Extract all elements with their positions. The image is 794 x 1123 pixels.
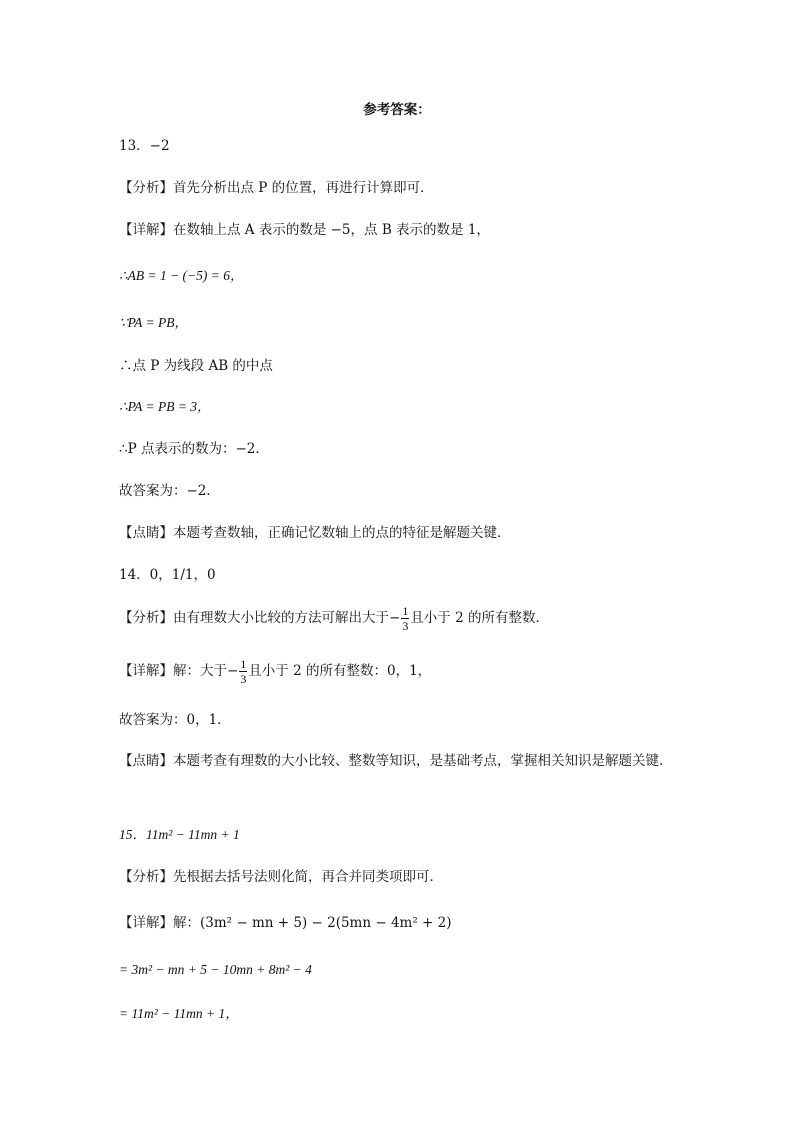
fraction-numerator: 1 [402,604,409,618]
q14-analysis-sign: − [389,610,401,626]
page-title: 参考答案： [363,102,431,118]
q14-analysis [119,604,549,633]
q14-analysis-suffix: 且小于 2 的所有整数． [410,610,549,626]
q14-detail-suffix: 且小于 2 的所有整数：0，1， [248,663,432,679]
fraction-numerator: 1 [240,657,247,671]
q15-analysis: 【分析】先根据去括号法则化简，再合并同类项即可． [119,869,443,885]
q15-answer: 15．11m² − 11mn + 1 [119,827,240,842]
q15-step-2: = 11m² − 11mn + 1， [119,1006,239,1021]
q14-detail-prefix: 【详解】解：大于 [119,663,227,679]
q13-answer: 13．−2 [119,138,170,154]
fraction-denominator: 3 [240,672,247,686]
q14-detail-sign: − [227,663,239,679]
fraction-denominator: 3 [402,619,409,633]
q14-analysis-fraction [401,604,409,633]
q15-step-1: = 3m² − mn + 5 − 10mn + 8m² − 4 [119,962,312,977]
q13-step-5: ∴P 点表示的数为：−2． [119,441,269,457]
q13-comment: 【点睛】本题考查数轴，正确记忆数轴上的点的特征是解题关键． [119,525,511,541]
q14-analysis-prefix: 【分析】由有理数大小比较的方法可解出大于 [119,610,389,626]
q13-step-3: ∴点 P 为线段 AB 的中点 [119,358,273,374]
q13-step-1: ∴AB = 1 − (−5) = 6， [119,268,244,283]
q13-step-4: ∴PA = PB = 3， [119,399,211,414]
q14-comment: 【点睛】本题考查有理数的大小比较、整数等知识，是基础考点，掌握相关知识是解题关键． [119,753,673,769]
q13-detail: 【详解】在数轴上点 A 表示的数是 −5，点 B 表示的数是 1， [119,222,490,238]
q13-analysis: 【分析】首先分析出点 P 的位置，再进行计算即可． [119,180,434,196]
q13-step-2: ∵PA = PB， [119,315,188,330]
q15-detail: 【详解】解：(3m² − mn + 5) − 2(5mn − 4m² + 2) [119,915,452,931]
q14-detail-fraction [239,657,247,686]
q14-detail [119,657,431,686]
q13-conclusion: 故答案为：−2． [119,483,220,499]
q14-conclusion: 故答案为：0，1． [119,712,231,728]
q14-answer: 14．0，1/1，0 [119,567,216,583]
